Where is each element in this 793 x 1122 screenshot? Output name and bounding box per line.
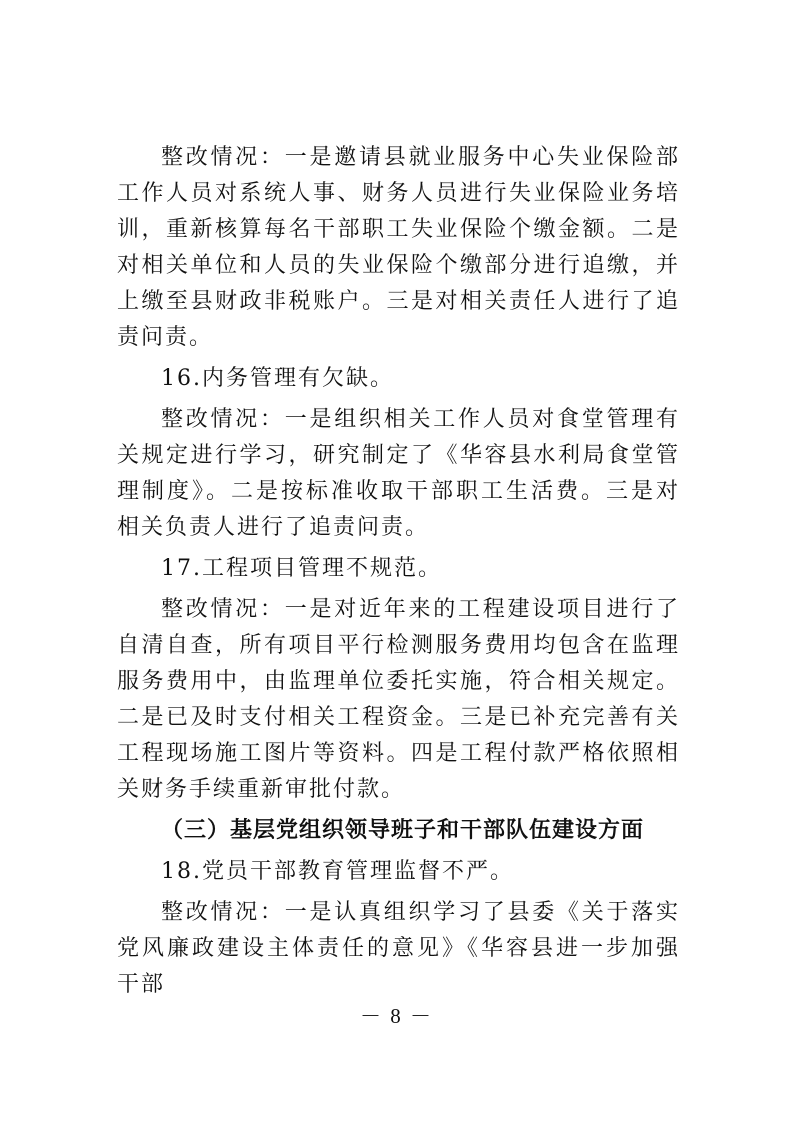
- item-16-heading: 16.内务管理有欠缺。: [161, 366, 394, 391]
- page-number: － 8 －: [360, 1004, 433, 1028]
- document-body: [117, 140, 680, 1008]
- rectification-paragraph-canteen: 整改情况：一是组织相关工作人员对食堂管理有关规定进行学习，研究制定了《华容县水利局食堂管理制度》。二是按标准收取干部职工生活费。三是对相关负责人进行了追责问责。: [117, 407, 680, 540]
- section-3-heading: （三）基层党组织领导班子和干部队伍建设方面: [161, 818, 645, 843]
- rectification-paragraph-party-education: 整改情况：一是认真组织学习了县委《关于落实党风廉政建设主体责任的意见》《华容县进一步加强干部: [117, 900, 680, 997]
- item-18-heading: 18.党员干部教育管理监督不严。: [161, 859, 514, 884]
- item-17-heading: 17.工程项目管理不规范。: [161, 556, 442, 581]
- rectification-paragraph-unemployment-insurance: 整改情况：一是邀请县就业服务中心失业保险部工作人员对系统人事、财务人员进行失业保险业务培训，重新核算每名干部职工失业保险个缴金额。二是对相关单位和人员的失业保险个缴部分进行追缴，并上缴至县财政非税账户。三是对相关责任人进行了追责问责。: [117, 145, 680, 350]
- rectification-paragraph-engineering: 整改情况：一是对近年来的工程建设项目进行了自清自查，所有项目平行检测服务费用均包含在监理服务费用中，由监理单位委托实施，符合相关规定。二是已及时支付相关工程资金。三是已补充完善有关工程现场施工图片等资料。四是工程付款严格依照相关财务手续重新审批付款。: [117, 597, 680, 802]
